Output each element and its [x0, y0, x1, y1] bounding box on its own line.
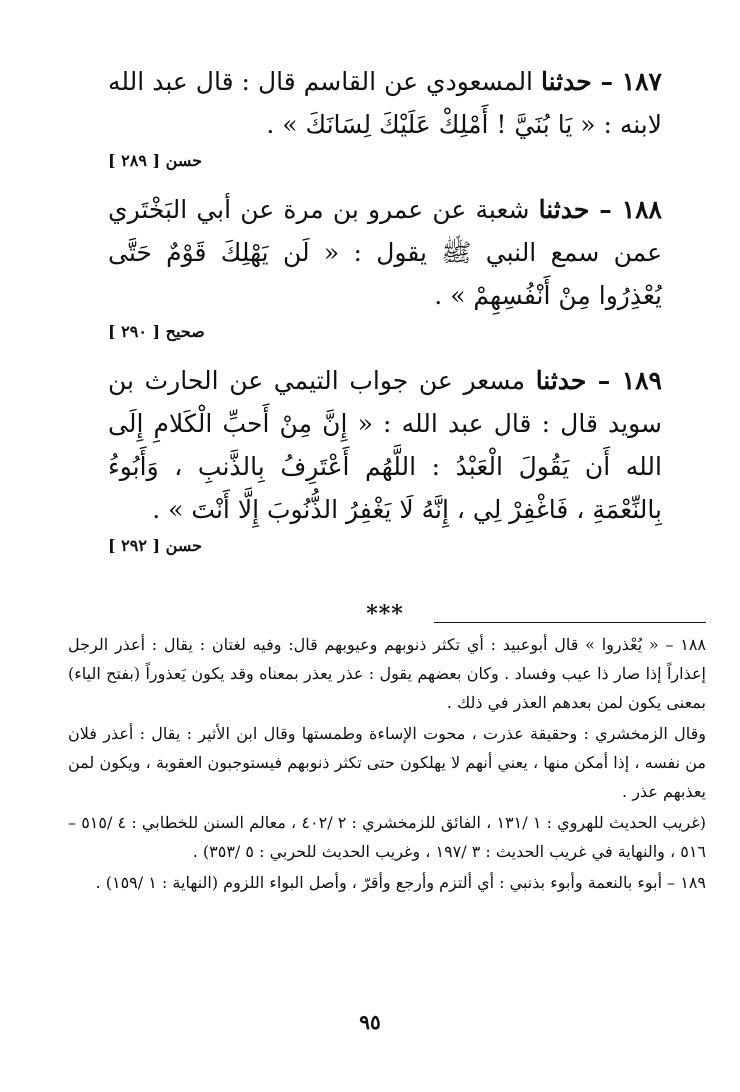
hadith-grade: حسن [ ٢٨٩ ]: [108, 151, 202, 170]
page-number: ٩٥: [359, 1010, 381, 1034]
hadith-text: مسعر عن جواب التيمي عن الحارث بن سويد قال : قال عبد الله : « إِنَّ مِنْ أَحبِّ الْكَلامِ إِلَى الله أَن يَقُولَ الْعَبْدُ : اللَّهُم أَعْتَرِفُ بِالذَّنبِ ، وَأَبُوءُ بِالنِّعْمَةِ ، فَاغْفِرْ لِي ، إِنَّهُ لَا يَغْفِرُ الذُّنُوبَ إِلَّا أَنْتَ » .: [108, 366, 662, 524]
footnote: (غريب الحديث للهروي : ١ /١٣١ ، الفائق للزمخشري : ٢ /٤٠٢ ، معالم السنن للخطابي : ٤ /٥١٥ –٥١٦ ، والنهاية في غريب الحديث : ٣ /١٩٧ ، وغريب الحديث للحربي : ٥ /٣٥٣) .: [68, 813, 706, 861]
section-separator: ***: [366, 601, 404, 627]
hadith-189: [108, 359, 662, 531]
hadith-text: شعبة عن عمرو بن مرة عن أبي البَخْتَري عمن سمع النبي ﷺ يقول : « لَن يَهْلِكَ قَوْمٌ حَتَّى يُعْذِرُوا مِنْ أَنْفُسِهِمْ » .: [108, 195, 662, 310]
footnote: ١٨٨ – « يُعْذروا » قال أبوعبيد : أي تكثر ذنوبهم وعيوبهم قال: وفيه لغتان : يقال : أعذر الرجل إعذاراً إذا صار ذا عيب وفساد . وكان بعضهم يقول : عذر يعذر بمعناه وقد يكون يَعذوراً (بفتح الياء) بمعنى يكون لمن بعدهم العذر في ذلك .: [68, 635, 706, 712]
hadith-grade: صحيح [ ٢٩٠ ]: [108, 322, 205, 341]
hadith-number: ١٨٩ – حدثنا: [535, 366, 662, 395]
hadith-text: المسعودي عن القاسم قال : قال عبد الله لابنه : « يَا بُنَيَّ ! أَمْلِكْ عَلَيْكَ لِسَانَكَ » .: [108, 67, 662, 139]
hadith-grade: حسن [ ٢٩٢ ]: [108, 536, 202, 555]
footnote: ١٨٩ – أبوء بالنعمة وأبوء بذنبي : أي ألتزم وأرجع وأقرّ ، وأصل البواء اللزوم (النهاية : ١ /١٥٩) .: [95, 873, 706, 892]
hadith-188: [108, 188, 662, 317]
footnotes: [68, 630, 706, 899]
hadith-number: ١٨٧ – حدثنا: [541, 67, 662, 96]
footnote-divider: [434, 622, 706, 623]
hadith-number: ١٨٨ – حدثنا: [538, 195, 662, 224]
hadith-187: [108, 60, 662, 146]
footnote: وقال الزمخشري : وحقيقة عذرت ، محوت الإساءة وطمستها وقال ابن الأثير : يقال : أعذر فلان من نفسه ، إذا أمكن منها ، يعني أنهم لا يهلكون حتى تكثر ذنوبهم فيستوجبون العقوبة ، ويكون لمن يعذبهم عذر .: [68, 724, 706, 801]
